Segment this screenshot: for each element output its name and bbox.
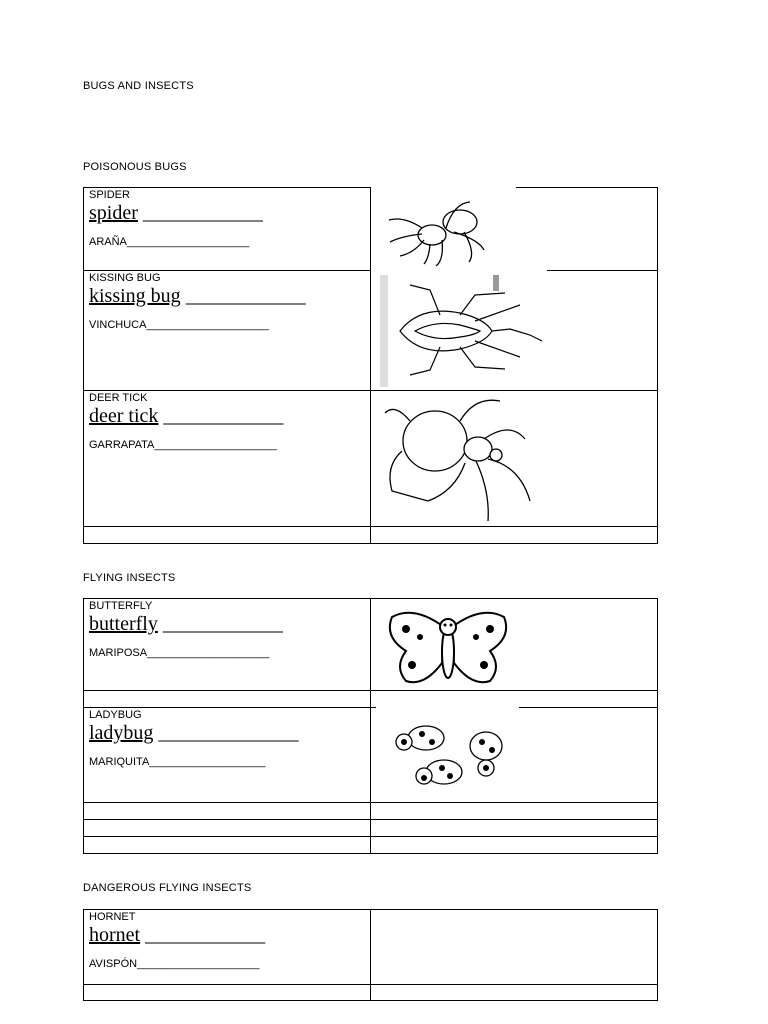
table-row-hornet — [84, 910, 657, 985]
caption-butterfly: BUTTERFLY — [89, 600, 153, 612]
table-row-empty — [84, 837, 657, 853]
english-word-hornet: hornet ____________ — [89, 924, 266, 946]
flying-insects-table — [83, 598, 658, 854]
kissing-bug-icon — [380, 275, 550, 387]
english-word-deer-tick: deer tick ____________ — [89, 405, 284, 427]
ladybug-icon — [386, 716, 516, 796]
deer-tick-icon — [380, 391, 540, 527]
table-row-spider — [84, 188, 657, 271]
section-heading-dangerous-flying-insects: DANGEROUS FLYING INSECTS — [83, 882, 252, 894]
poisonous-bugs-table — [83, 187, 658, 544]
caption-spider: SPIDER — [89, 189, 130, 201]
table-row-empty — [84, 691, 657, 708]
table-row-empty — [84, 803, 657, 820]
caption-ladybug: LADYBUG — [89, 709, 142, 721]
table-row-empty — [84, 820, 657, 837]
caption-kissing-bug: KISSING BUG — [89, 272, 161, 284]
spanish-word-ladybug: MARIQUITA___________________ — [89, 756, 266, 768]
page-title: BUGS AND INSECTS — [83, 80, 194, 92]
caption-deer-tick: DEER TICK — [89, 392, 148, 404]
caption-hornet: HORNET — [89, 911, 136, 923]
table-row-deer-tick — [84, 391, 657, 527]
butterfly-icon — [384, 607, 514, 689]
spider-icon — [384, 198, 494, 268]
table-row-butterfly — [84, 599, 657, 691]
english-word-spider: spider ____________ — [89, 202, 263, 224]
english-word-ladybug: ladybug ______________ — [89, 722, 299, 744]
spanish-word-spider: ARAÑA____________________ — [89, 236, 250, 248]
section-heading-poisonous-bugs: POISONOUS BUGS — [83, 161, 187, 173]
spanish-word-deer-tick: GARRAPATA____________________ — [89, 439, 277, 451]
spanish-word-butterfly: MARIPOSA____________________ — [89, 647, 270, 659]
dangerous-flying-insects-table — [83, 909, 658, 1001]
english-word-kissing-bug: kissing bug ____________ — [89, 285, 306, 307]
section-heading-flying-insects: FLYING INSECTS — [83, 572, 176, 584]
table-row-ladybug — [84, 708, 657, 803]
spanish-word-hornet: AVISPÓN____________________ — [89, 958, 260, 970]
spanish-word-kissing-bug: VINCHUCA____________________ — [89, 319, 269, 331]
table-row-empty — [84, 985, 657, 1000]
english-word-butterfly: butterfly ____________ — [89, 613, 283, 635]
table-row-empty — [84, 527, 657, 543]
table-row-kissing-bug — [84, 271, 657, 391]
